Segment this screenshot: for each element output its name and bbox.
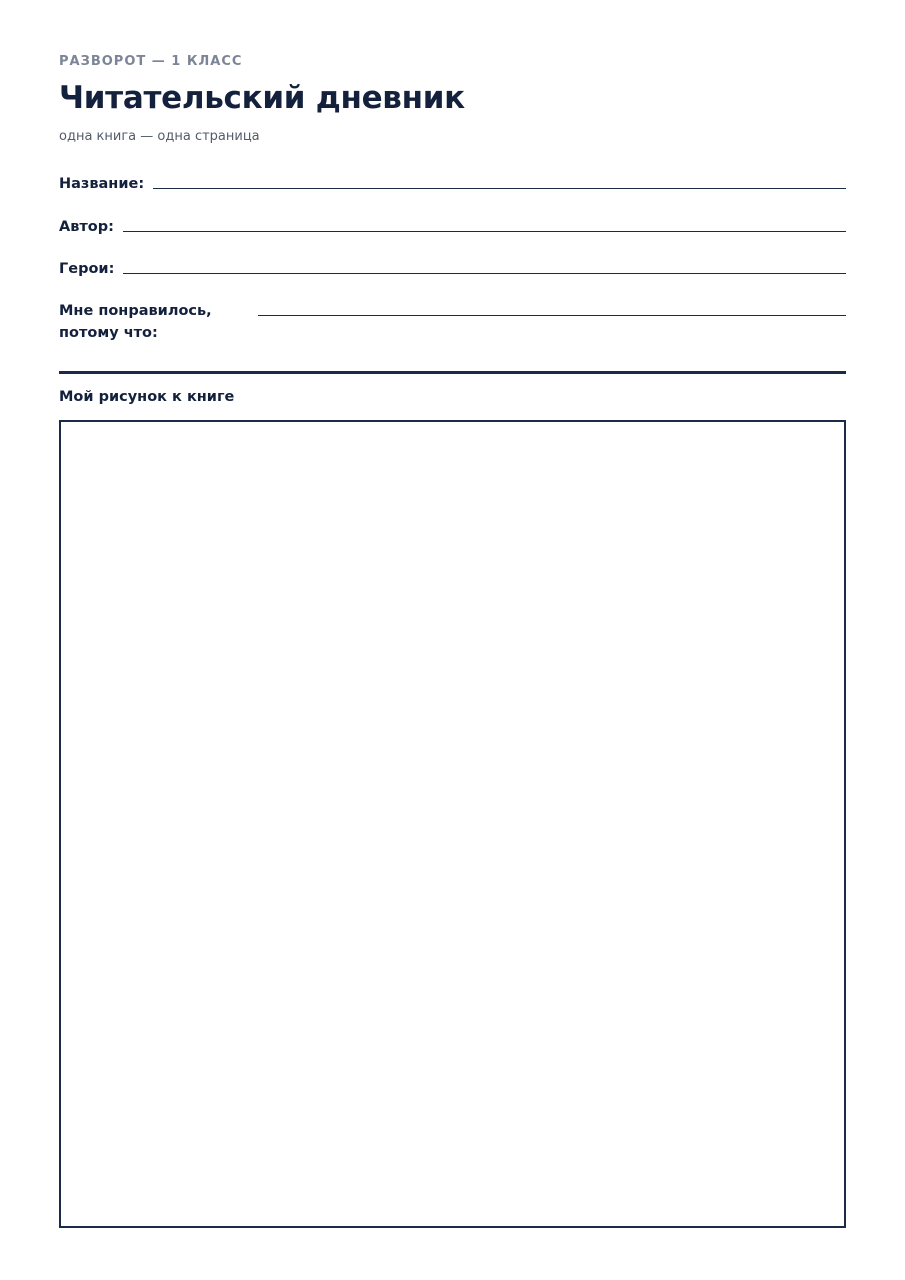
- author-input-line[interactable]: [123, 216, 846, 232]
- page-title: Читательский дневник: [59, 80, 465, 116]
- heroes-field: [59, 258, 846, 280]
- author-field: [59, 216, 846, 238]
- reading-diary-page: [59, 0, 846, 1280]
- section-divider: [59, 371, 846, 374]
- book-title-input-line[interactable]: [153, 173, 846, 189]
- section-eyebrow: РАЗВОРОТ — 1 КЛАСС: [59, 54, 243, 69]
- liked-reason-label-line2: потому что:: [59, 325, 158, 341]
- liked-reason-field: [59, 300, 846, 344]
- author-label: Автор:: [59, 219, 114, 235]
- liked-reason-label: [59, 300, 249, 344]
- liked-reason-label-line1: Мне понравилось,: [59, 303, 212, 319]
- book-title-label: Название:: [59, 176, 145, 192]
- book-title-field: [59, 173, 846, 195]
- drawing-label: Мой рисунок к книге: [59, 389, 235, 405]
- heroes-input-line[interactable]: [123, 258, 846, 274]
- drawing-area[interactable]: [59, 420, 846, 1228]
- heroes-label: Герои:: [59, 261, 115, 277]
- liked-reason-input-line[interactable]: [258, 300, 846, 316]
- page-subtitle: одна книга — одна страница: [59, 129, 260, 144]
